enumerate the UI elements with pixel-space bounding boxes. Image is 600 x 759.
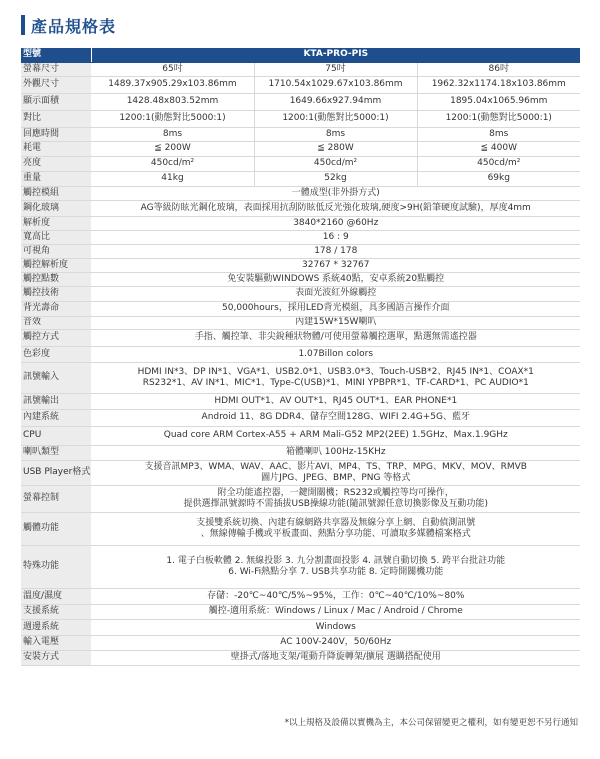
spec-label: USB Player格式 bbox=[21, 460, 91, 485]
spec-value: 86吋 bbox=[417, 62, 580, 76]
spec-value: 1649.66x927.94mm bbox=[254, 93, 417, 110]
spec-row bbox=[21, 258, 580, 272]
spec-label: 訊號輸入 bbox=[21, 362, 91, 393]
spec-value-line: AC 100V-240V，50/60Hz bbox=[280, 637, 392, 647]
spec-row bbox=[21, 93, 580, 110]
spec-value-line: 1. 電子白板軟體 2. 無線投影 3. 九分割畫面投影 4. 訊號自動切換 5. 跨平台批註功能 bbox=[166, 555, 506, 566]
spec-label: 亮度 bbox=[21, 156, 91, 171]
spec-value: 8ms bbox=[91, 127, 254, 141]
spec-value-line: 、無線傳輸手機或平板畫面、熱點分享功能、可讀取多媒體檔案格式 bbox=[200, 528, 471, 539]
spec-value bbox=[91, 650, 580, 665]
spec-label: 喇叭類型 bbox=[21, 445, 91, 460]
spec-value-line: 圖片JPG、JPEG、BMP、PNG 等格式 bbox=[261, 472, 411, 483]
spec-value bbox=[91, 588, 580, 604]
spec-value-line: 附全功能遙控器，一鍵開關機；RS232或觸控等均可操作， bbox=[217, 487, 454, 498]
spec-value-line: 免安裝驅動WINDOWS 系統40點，安卓系統20點觸控 bbox=[227, 273, 445, 284]
spec-label: 輸入電壓 bbox=[21, 635, 91, 650]
spec-label: 背光壽命 bbox=[21, 301, 91, 316]
spec-label: 重量 bbox=[21, 171, 91, 186]
section-header bbox=[21, 12, 116, 38]
spec-value: 1428.48x803.52mm bbox=[91, 93, 254, 110]
spec-label: 鋼化玻璃 bbox=[21, 200, 91, 216]
spec-value: 1489.37x905.29x103.86mm bbox=[91, 76, 254, 93]
spec-row bbox=[21, 62, 580, 76]
spec-label: 解析度 bbox=[21, 216, 91, 230]
spec-label: 觸控方式 bbox=[21, 329, 91, 346]
spec-value-line: 壁掛式/落地支架/電動升降旋轉架/擴展 選購搭配使用 bbox=[230, 652, 441, 662]
spec-value-line: HDMI OUT*1、AV OUT*1、RJ45 OUT*1、EAR PHONE*1 bbox=[214, 395, 458, 406]
spec-label: 觸控模組 bbox=[21, 186, 91, 200]
spec-row bbox=[21, 346, 580, 362]
spec-value: ≦ 400W bbox=[417, 141, 580, 156]
spec-label: 觸控解析度 bbox=[21, 258, 91, 272]
spec-value-line: 1.07Billon colors bbox=[298, 348, 374, 359]
spec-row bbox=[21, 485, 580, 512]
spec-label: 安裝方式 bbox=[21, 650, 91, 665]
spec-row bbox=[21, 272, 580, 286]
spec-value bbox=[91, 301, 580, 316]
spec-value bbox=[91, 604, 580, 619]
spec-value-line: AG等級防眩光鋼化玻璃，表面採用抗刮防眩低反光強化玻璃,硬度>9H(鉛筆硬度試驗)，厚度4mm bbox=[140, 202, 531, 213]
spec-value bbox=[91, 485, 580, 512]
spec-row bbox=[21, 393, 580, 409]
spec-label: 內建系統 bbox=[21, 409, 91, 426]
spec-row bbox=[21, 186, 580, 200]
spec-value: 41kg bbox=[91, 171, 254, 186]
spec-row bbox=[21, 316, 580, 329]
spec-row bbox=[21, 171, 580, 186]
spec-label: 外觀尺寸 bbox=[21, 76, 91, 93]
spec-value bbox=[91, 329, 580, 346]
spec-value-line: 32767 * 32767 bbox=[302, 259, 370, 270]
spec-value bbox=[91, 635, 580, 650]
spec-value: 1200:1(動態對比5000:1) bbox=[254, 110, 417, 127]
spec-value: 450cd/m² bbox=[254, 156, 417, 171]
header-row bbox=[21, 48, 580, 62]
spec-row bbox=[21, 244, 580, 258]
spec-value-line: 16 : 9 bbox=[322, 231, 349, 242]
spec-table bbox=[21, 48, 580, 666]
spec-value: ≦ 200W bbox=[91, 141, 254, 156]
spec-value: 75吋 bbox=[254, 62, 417, 76]
spec-label: 週邊系統 bbox=[21, 619, 91, 635]
title-accent-bar bbox=[21, 15, 25, 35]
footnote: *以上規格及設備以實機為主，本公司保留變更之權利，如有變更恕不另行通知 bbox=[284, 718, 578, 728]
spec-value bbox=[91, 286, 580, 301]
spec-row bbox=[21, 329, 580, 346]
spec-value-line: 6. Wi-Fi熱點分享 7. USB共享功能 8. 定時開關機功能 bbox=[228, 566, 444, 577]
spec-row bbox=[21, 76, 580, 93]
spec-value bbox=[91, 316, 580, 329]
spec-row bbox=[21, 409, 580, 426]
spec-label: 顯示面積 bbox=[21, 93, 91, 110]
spec-row bbox=[21, 512, 580, 545]
spec-value-line: 3840*2160 @60Hz bbox=[293, 217, 379, 228]
spec-value: 1710.54x1029.67x103.86mm bbox=[254, 76, 417, 93]
spec-label: 音效 bbox=[21, 316, 91, 329]
spec-row bbox=[21, 216, 580, 230]
spec-value-line: Quad core ARM Cortex-A55 + ARM Mali-G52 MP2(2EE) 1.5GHz、Max.1.9GHz bbox=[163, 430, 508, 440]
spec-value bbox=[91, 230, 580, 244]
spec-value-line: 觸控-適用系統：Windows / Linux / Mac / Android / Chrome bbox=[208, 606, 463, 616]
spec-row bbox=[21, 301, 580, 316]
spec-row bbox=[21, 426, 580, 445]
spec-label: 訊號輸出 bbox=[21, 393, 91, 409]
spec-value bbox=[91, 512, 580, 545]
spec-value: 1200:1(動態對比5000:1) bbox=[91, 110, 254, 127]
spec-label: 支援系統 bbox=[21, 604, 91, 619]
header-model: KTA-PRO-PIS bbox=[91, 48, 580, 62]
spec-value-line: 箱體喇叭 100Hz-15KHz bbox=[285, 447, 386, 457]
spec-value: 8ms bbox=[254, 127, 417, 141]
spec-value bbox=[91, 186, 580, 200]
spec-row bbox=[21, 445, 580, 460]
spec-table-body bbox=[21, 48, 580, 665]
spec-value bbox=[91, 258, 580, 272]
spec-row bbox=[21, 200, 580, 216]
spec-row bbox=[21, 545, 580, 588]
spec-value bbox=[91, 619, 580, 635]
spec-value: 8ms bbox=[417, 127, 580, 141]
spec-row bbox=[21, 635, 580, 650]
spec-label: 螢幕尺寸 bbox=[21, 62, 91, 76]
spec-value-line: 內建15W*15W喇叭 bbox=[295, 317, 377, 327]
spec-row bbox=[21, 604, 580, 619]
spec-row bbox=[21, 110, 580, 127]
spec-value bbox=[91, 545, 580, 588]
spec-label: 對比 bbox=[21, 110, 91, 127]
header-label: 型號 bbox=[21, 48, 91, 62]
spec-row bbox=[21, 619, 580, 635]
spec-label: 寬高比 bbox=[21, 230, 91, 244]
spec-label: 觸控技術 bbox=[21, 286, 91, 301]
spec-value bbox=[91, 216, 580, 230]
spec-value: 1200:1(動態對比5000:1) bbox=[417, 110, 580, 127]
spec-value bbox=[91, 346, 580, 362]
spec-value-line: 178 / 178 bbox=[314, 245, 358, 256]
spec-label: 耗電 bbox=[21, 141, 91, 156]
spec-label: CPU bbox=[21, 426, 91, 445]
spec-row bbox=[21, 230, 580, 244]
spec-row bbox=[21, 156, 580, 171]
spec-value bbox=[91, 362, 580, 393]
page-title: 產品規格表 bbox=[31, 16, 117, 36]
spec-value-line: 提供選擇訊號源時不需插拔USB操線功能(隨訊號源任意切換影像及互動功能) bbox=[183, 498, 488, 509]
spec-row bbox=[21, 362, 580, 393]
spec-value-line: RS232*1、AV IN*1、MIC*1、Type-C(USB)*1、MINI YPBPR*1、TF-CARD*1、PC AUDIO*1 bbox=[142, 377, 529, 388]
spec-value bbox=[91, 460, 580, 485]
spec-row bbox=[21, 141, 580, 156]
spec-value-line: HDMI IN*3、DP IN*1、VGA*1、USB2.0*1、USB3.0*3、Touch-USB*2、RJ45 IN*1、COAX*1 bbox=[137, 366, 534, 377]
spec-value-line: Android 11、8G DDR4、儲存空間128G、WIFI 2.4G+5G、藍牙 bbox=[201, 412, 470, 422]
spec-value-line: 存儲：-20℃~40℃/5%~95%，工作：0℃~40℃/10%~80% bbox=[207, 590, 465, 601]
spec-value-line: 手指、觸控筆、非尖銳種狀物體/可使用螢幕觸控選單，點選無需遙控器 bbox=[194, 332, 477, 342]
spec-row bbox=[21, 650, 580, 665]
spec-value bbox=[91, 445, 580, 460]
spec-value-line: 支援音訊MP3、WMA、WAV、AAC、影片AVI、MP4、TS、TRP、MPG、MKV、MOV、RMVB bbox=[144, 461, 527, 472]
spec-value-line: Windows bbox=[315, 621, 356, 632]
spec-value-line: 50,000hours，採用LED背光模組，具多國語言操作介面 bbox=[222, 303, 450, 313]
spec-row bbox=[21, 286, 580, 301]
spec-value: 450cd/m² bbox=[91, 156, 254, 171]
spec-value: 65吋 bbox=[91, 62, 254, 76]
spec-value: 450cd/m² bbox=[417, 156, 580, 171]
spec-value bbox=[91, 426, 580, 445]
spec-label: 螢幕控制 bbox=[21, 485, 91, 512]
spec-label: 溫度/濕度 bbox=[21, 588, 91, 604]
spec-value bbox=[91, 393, 580, 409]
spec-label: 可視角 bbox=[21, 244, 91, 258]
spec-row bbox=[21, 127, 580, 141]
spec-row bbox=[21, 460, 580, 485]
spec-label: 特殊功能 bbox=[21, 545, 91, 588]
spec-row bbox=[21, 588, 580, 604]
spec-value bbox=[91, 244, 580, 258]
spec-value: ≦ 280W bbox=[254, 141, 417, 156]
spec-label: 色彩度 bbox=[21, 346, 91, 362]
spec-value bbox=[91, 200, 580, 216]
spec-value: 1895.04x1065.96mm bbox=[417, 93, 580, 110]
spec-value-line: 一體成型(非外掛方式) bbox=[291, 187, 380, 198]
spec-value bbox=[91, 409, 580, 426]
spec-value-line: 支援雙系統切換、內建有線網路共享器及無線分享上網、自動偵測訊號 bbox=[196, 517, 476, 528]
spec-value-line: 表面光波紅外線觸控 bbox=[295, 288, 377, 298]
spec-value: 52kg bbox=[254, 171, 417, 186]
spec-value: 69kg bbox=[417, 171, 580, 186]
spec-label: 回應時間 bbox=[21, 127, 91, 141]
spec-value: 1962.32x1174.18x103.86mm bbox=[417, 76, 580, 93]
spec-value bbox=[91, 272, 580, 286]
spec-label: 觸控點數 bbox=[21, 272, 91, 286]
spec-label: 觸體功能 bbox=[21, 512, 91, 545]
